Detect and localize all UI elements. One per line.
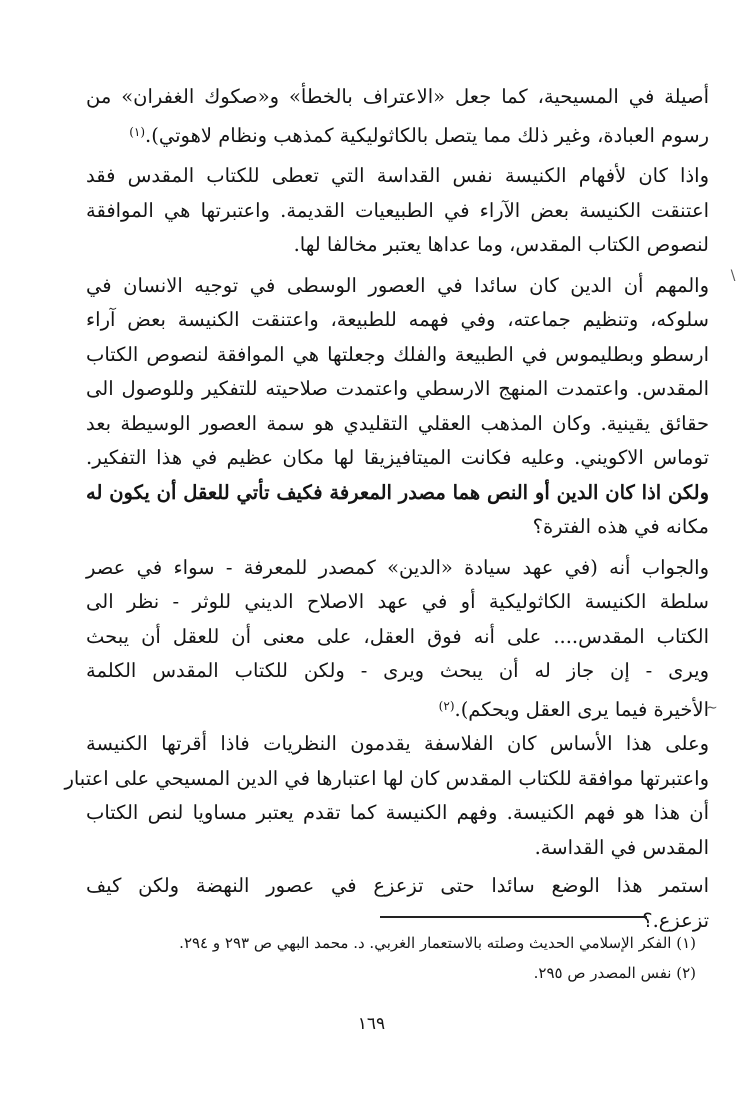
text-line: اعتنقت الكنيسة بعض الآراء في الطبيعيات القديمة. واعتبرتها هي الموافقة (86, 198, 709, 222)
text-line-with-ref (86, 115, 709, 154)
text-line: والجواب أنه (في عهد سيادة «الدين» كمصدر للمعرفة - سواء في عصر (86, 555, 709, 579)
footnote-separator (380, 916, 647, 918)
text-line: لنصوص الكتاب المقدس، وما عداها يعتبر مخالفا لها. (293, 233, 709, 256)
text-line: رسوم العبادة، وغير ذلك مما يتصل بالكاثوليكية كمذهب ونظام لاهوتي). (145, 123, 709, 147)
text-line: مكانه في هذه الفترة؟ (532, 515, 709, 538)
text-line: حقائق يقينية. وكان المذهب العقلي التقليدي هو سمة العصور الوسيطة بعد (86, 411, 709, 435)
text-line: ارسطو وبطليموس في الطبيعة والفلك وجعلتها هي الموافقة لنصوص الكتاب (86, 342, 709, 366)
text-line: سلطة الكنيسة الكاثوليكية أو في عهد الاصلاح الديني للوثر - نظر الى (86, 590, 709, 613)
footnote-ref-1[interactable]: (١) (129, 124, 146, 139)
text-line: المقدس. واعتمدت المنهج الارسطي واعتمدت صلاحيته للتفكير وللوصول الى (86, 377, 709, 400)
footnote-ref-2[interactable]: (٢) (438, 698, 455, 713)
text-line: تزعزع.؟ (642, 908, 709, 932)
footnote-2: (٢) نفس المصدر ص ٢٩٥. (533, 964, 696, 982)
margin-mark: ∖ (728, 268, 737, 284)
paragraph-1 (86, 80, 709, 153)
text-line-with-ref (86, 689, 709, 728)
text-line: توماس الاكويني. وعليه فكانت الميتافيزيقا لها مكان عظيم في هذا التفكير. (86, 446, 709, 469)
text-line: الكتاب المقدس.... على أنه فوق العقل، على معنى أن للعقل أن يبحث (86, 624, 709, 648)
paragraph-4 (86, 551, 709, 728)
paragraph-2 (86, 159, 709, 263)
page-number: ١٦٩ (357, 1014, 386, 1034)
text-line: ويرى - إن جاز له أن يبحث ويرى - ولكن للكتاب المقدس الكلمة (86, 659, 709, 682)
footnote-1: (١) الفكر الإسلامي الحديث وصلته بالاستعمار الغربي. د. محمد البهي ص ٢٩٣ و ٢٩٤. (179, 934, 696, 952)
paragraph-5 (64, 727, 709, 865)
text-line: وعلى هذا الأساس كان الفلاسفة يقدمون النظريات فاذا أقرتها الكنيسة (86, 732, 709, 755)
text-line: سلوكه، وتنظيم جماعته، وفي فهمه للطبيعة، واعتنقت الكنيسة بعض آراء (86, 308, 709, 331)
text-line: واعتبرتها موافقة للكتاب المقدس كان لها اعتبارها في الدين المسيحي على اعتبار (64, 766, 709, 790)
text-line: واذا كان لأفهام الكنيسة نفس القداسة التي تعطى للكتاب المقدس فقد (86, 164, 709, 187)
margin-mark: ∼ (706, 700, 718, 716)
text-line: استمر هذا الوضع سائدا حتى تزعزع في عصور النهضة ولكن كيف (86, 874, 709, 897)
text-line: المقدس في القداسة. (534, 835, 709, 859)
text-line: أصيلة في المسيحية، كما جعل «الاعتراف بالخطأ» و«صكوك الغفران» من (86, 85, 709, 108)
body-text (64, 80, 709, 938)
text-line: الأخيرة فيما يرى العقل ويحكم). (454, 697, 709, 721)
text-line: أن هذا هو فهم الكنيسة. وفهم الكنيسة كما تقدم يعتبر مساويا لنص الكتاب (86, 801, 709, 824)
paragraph-3 (86, 269, 709, 545)
footnotes (86, 928, 696, 988)
text-line: والمهم أن الدين كان سائدا في العصور الوسطى في توجيه الانسان في (86, 273, 709, 297)
bold-text-line: ولكن اذا كان الدين أو النص هما مصدر المعرفة فكيف تأتي للعقل أن يكون له (86, 480, 709, 504)
